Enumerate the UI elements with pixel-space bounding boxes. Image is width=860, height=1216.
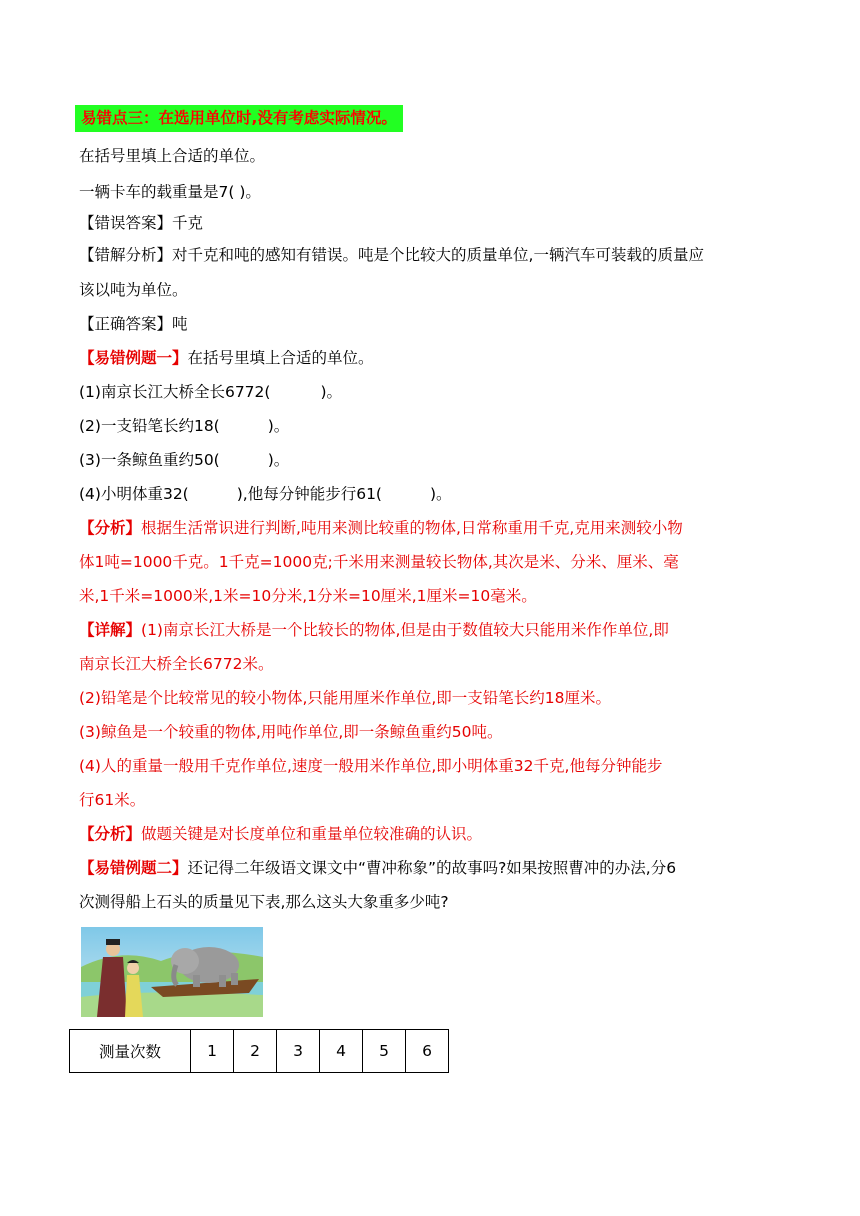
error-point-banner: 易错点三：在选用单位时,没有考虑实际情况。 [75, 105, 403, 132]
detail-text-1: (1)南京长江大桥是一个比较长的物体,但是由于数值较大只能用米作作单位,即 [141, 621, 669, 639]
example1-analysis-3: 米,1千米=1000米,1米=10分米,1分米=10厘米,1厘米=10毫米。 [79, 587, 537, 605]
example1-heading [79, 348, 374, 368]
example1-analysis-1 [79, 518, 683, 538]
error-analysis-text-1: 对千克和吨的感知有错误。吨是个比较大的质量单位,一辆汽车可装载的质量应 [172, 246, 704, 264]
example1-detail-2: 南京长江大桥全长6772米。 [79, 655, 274, 673]
q3-close: )。 [267, 451, 290, 469]
example2-line-2: 次测得船上石头的质量见下表,那么这头大象重多少吨? [79, 893, 449, 911]
example2-tag: 【易错例题二】 [79, 859, 188, 877]
example1-prompt: 在括号里填上合适的单位。 [187, 349, 374, 367]
table-cell: 6 [406, 1030, 449, 1073]
example1-detail-6: 行61米。 [79, 791, 146, 809]
example2-text-1: 还记得二年级语文课文中“曹冲称象”的故事吗?如果按照曹冲的办法,分6 [187, 859, 677, 877]
q4-close: )。 [429, 485, 452, 503]
table-cell: 3 [277, 1030, 320, 1073]
q4-middle: ),他每分钟能步行61( [236, 485, 382, 503]
cao-chong-weighs-elephant-illustration [81, 927, 263, 1017]
q1-text: (1)南京长江大桥全长6772( [79, 383, 271, 401]
example1-q3 [79, 450, 289, 470]
example1-detail-5: (4)人的重量一般用千克作单位,速度一般用米作单位,即小明体重32千克,他每分钟能步 [79, 757, 663, 775]
summary-text: 做题关键是对长度单位和重量单位较准确的认识。 [141, 825, 483, 843]
error-analysis-line-1 [79, 245, 704, 265]
analysis-tag: 【分析】 [79, 519, 142, 537]
instruction-text: 在括号里填上合适的单位。 [79, 147, 266, 165]
correct-answer-value: 吨 [172, 315, 188, 333]
wrong-answer-line [79, 213, 203, 233]
q2-close: )。 [267, 417, 290, 435]
detail-tag: 【详解】 [79, 621, 142, 639]
measurement-table [69, 1029, 449, 1073]
example1-tag: 【易错例题一】 [79, 349, 188, 367]
example1-summary [79, 824, 482, 844]
example1-detail-3: (2)铅笔是个比较常见的较小物体,只能用厘米作单位,即一支铅笔长约18厘米。 [79, 689, 612, 707]
table-row [70, 1030, 449, 1073]
example1-q4 [79, 484, 452, 504]
summary-tag: 【分析】 [79, 825, 142, 843]
analysis-text-1: 根据生活常识进行判断,吨用来测比较重的物体,日常称重用千克,克用来测较小物 [141, 519, 683, 537]
wrong-answer-value: 千克 [172, 214, 204, 232]
example1-analysis-2: 体1吨=1000千克。1千克=1000克;千米用来测量较长物体,其次是米、分米、厘米、毫 [79, 553, 679, 571]
q3-text: (3)一条鲸鱼重约50( [79, 451, 220, 469]
example1-q1 [79, 382, 342, 402]
example1-q2 [79, 416, 289, 436]
table-header-cell: 测量次数 [70, 1030, 191, 1073]
table-cell: 1 [191, 1030, 234, 1073]
question-text: 一辆卡车的载重量是7( )。 [79, 183, 261, 201]
error-analysis-tag: 【错解分析】 [79, 246, 173, 264]
error-analysis-line-2: 该以吨为单位。 [79, 281, 188, 299]
q2-text: (2)一支铅笔长约18( [79, 417, 220, 435]
wrong-answer-tag: 【错误答案】 [79, 214, 173, 232]
q4-text: (4)小明体重32( [79, 485, 189, 503]
example1-detail-4: (3)鲸鱼是一个较重的物体,用吨作单位,即一条鲸鱼重约50吨。 [79, 723, 503, 741]
example2-line-1 [79, 858, 676, 878]
example1-detail-1 [79, 620, 669, 640]
table-cell: 4 [320, 1030, 363, 1073]
correct-answer-line [79, 314, 188, 334]
q1-close: )。 [320, 383, 343, 401]
table-cell: 2 [234, 1030, 277, 1073]
correct-answer-tag: 【正确答案】 [79, 315, 173, 333]
table-cell: 5 [363, 1030, 406, 1073]
